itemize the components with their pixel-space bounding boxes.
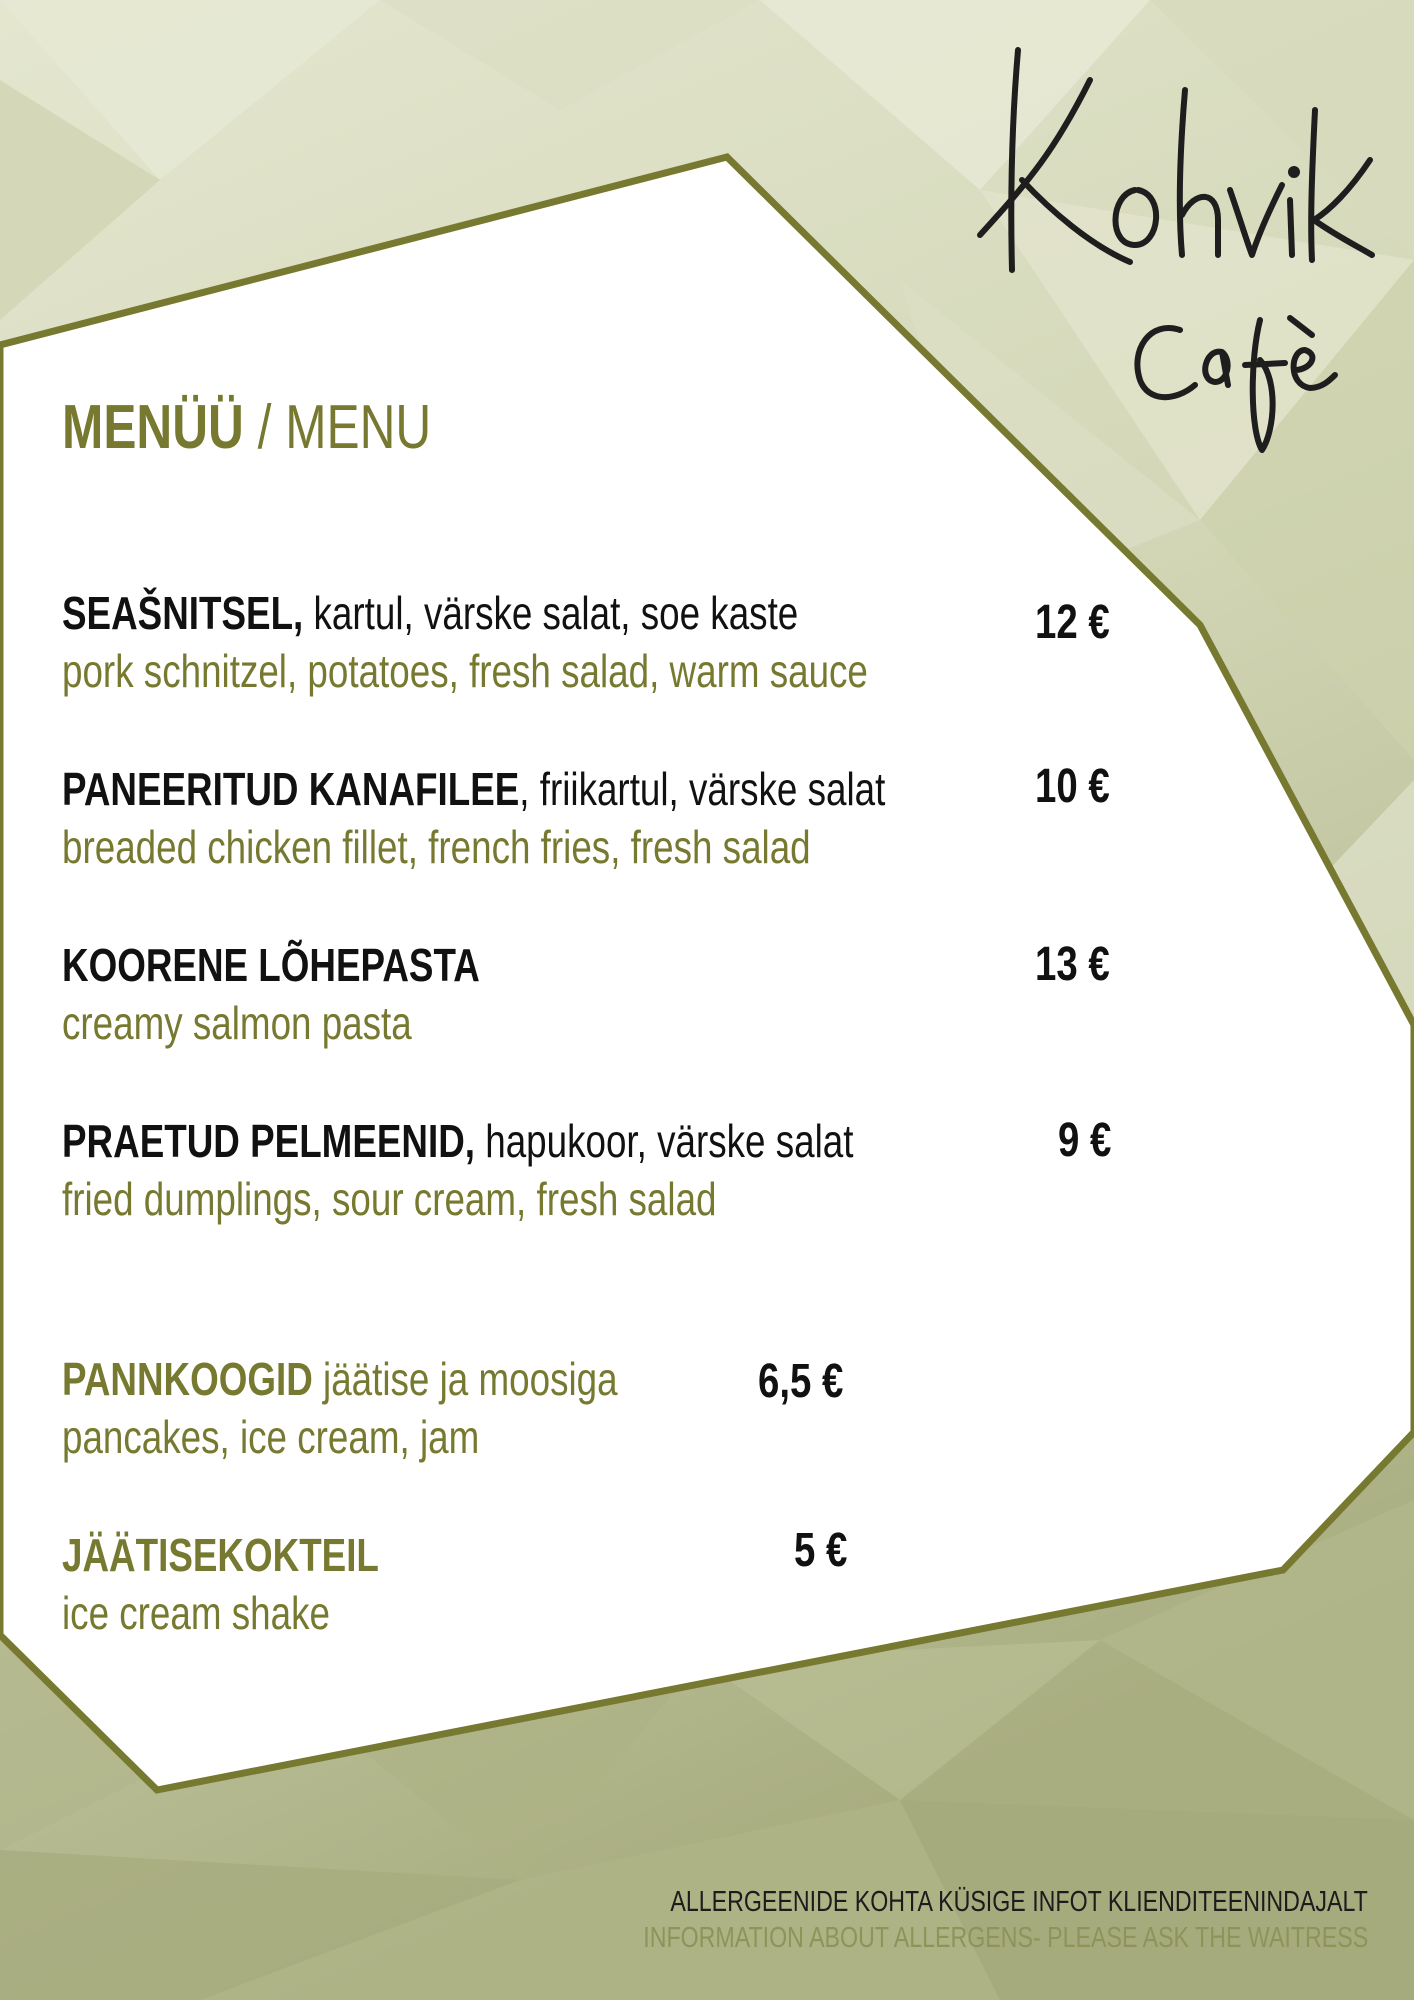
item-description: kartul, värske salat, soe kaste [303, 587, 799, 639]
item-name: KOORENE LÕHEPASTA [62, 939, 480, 991]
dessert-price: 5 € [794, 1524, 848, 1577]
item-english: fried dumplings, sour cream, fresh salad [62, 1173, 717, 1225]
menu-item [62, 584, 1069, 700]
item-name: PRAETUD PELMEENID, [62, 1115, 476, 1167]
dessert-item [62, 1350, 756, 1466]
dessert-name: PANNKOOGID [62, 1353, 313, 1405]
title-estonian: MENÜÜ [62, 393, 244, 462]
item-estonian [62, 1112, 853, 1170]
menu-item [62, 936, 584, 1052]
item-description: , friikartul, värske salat [519, 763, 886, 815]
dessert-price: 6,5 € [758, 1355, 844, 1408]
item-estonian [62, 584, 868, 642]
allergen-note-estonian: ALLERGEENIDE KOHTA KÜSIGE INFOT KLIENDITEENINDAJALT [670, 1886, 1368, 1918]
dessert-name: JÄÄTISEKOKTEIL [62, 1529, 379, 1581]
dessert-estonian [62, 1526, 379, 1584]
dessert-english: ice cream shake [62, 1587, 330, 1639]
item-name: PANEERITUD KANAFILEE [62, 763, 520, 815]
menu-item [62, 1112, 1051, 1228]
item-english: creamy salmon pasta [62, 997, 412, 1049]
item-estonian [62, 760, 885, 818]
dessert-estonian [62, 1350, 618, 1408]
item-price: 13 € [1035, 938, 1110, 991]
title-english: / MENU [243, 393, 432, 462]
page-title [62, 390, 431, 466]
kohvik-cafe-logo [960, 30, 1380, 460]
allergen-note-english: INFORMATION ABOUT ALLERGENS- PLEASE ASK THE WAITRESS [643, 1922, 1368, 1954]
item-english: pork schnitzel, potatoes, fresh salad, warm sauce [62, 645, 868, 697]
item-name: SEAŠNITSEL, [62, 587, 304, 639]
item-estonian [62, 936, 480, 994]
dessert-item [62, 1526, 458, 1642]
item-english: breaded chicken fillet, french fries, fresh salad [62, 821, 811, 873]
item-description: hapukoor, värske salat [475, 1115, 854, 1167]
dessert-description: jäätise ja moosiga [312, 1353, 618, 1405]
item-price: 9 € [1058, 1114, 1112, 1167]
menu-item [62, 760, 1091, 876]
dessert-english: pancakes, ice cream, jam [62, 1411, 480, 1463]
item-price: 10 € [1035, 760, 1110, 813]
item-price: 12 € [1035, 596, 1110, 649]
